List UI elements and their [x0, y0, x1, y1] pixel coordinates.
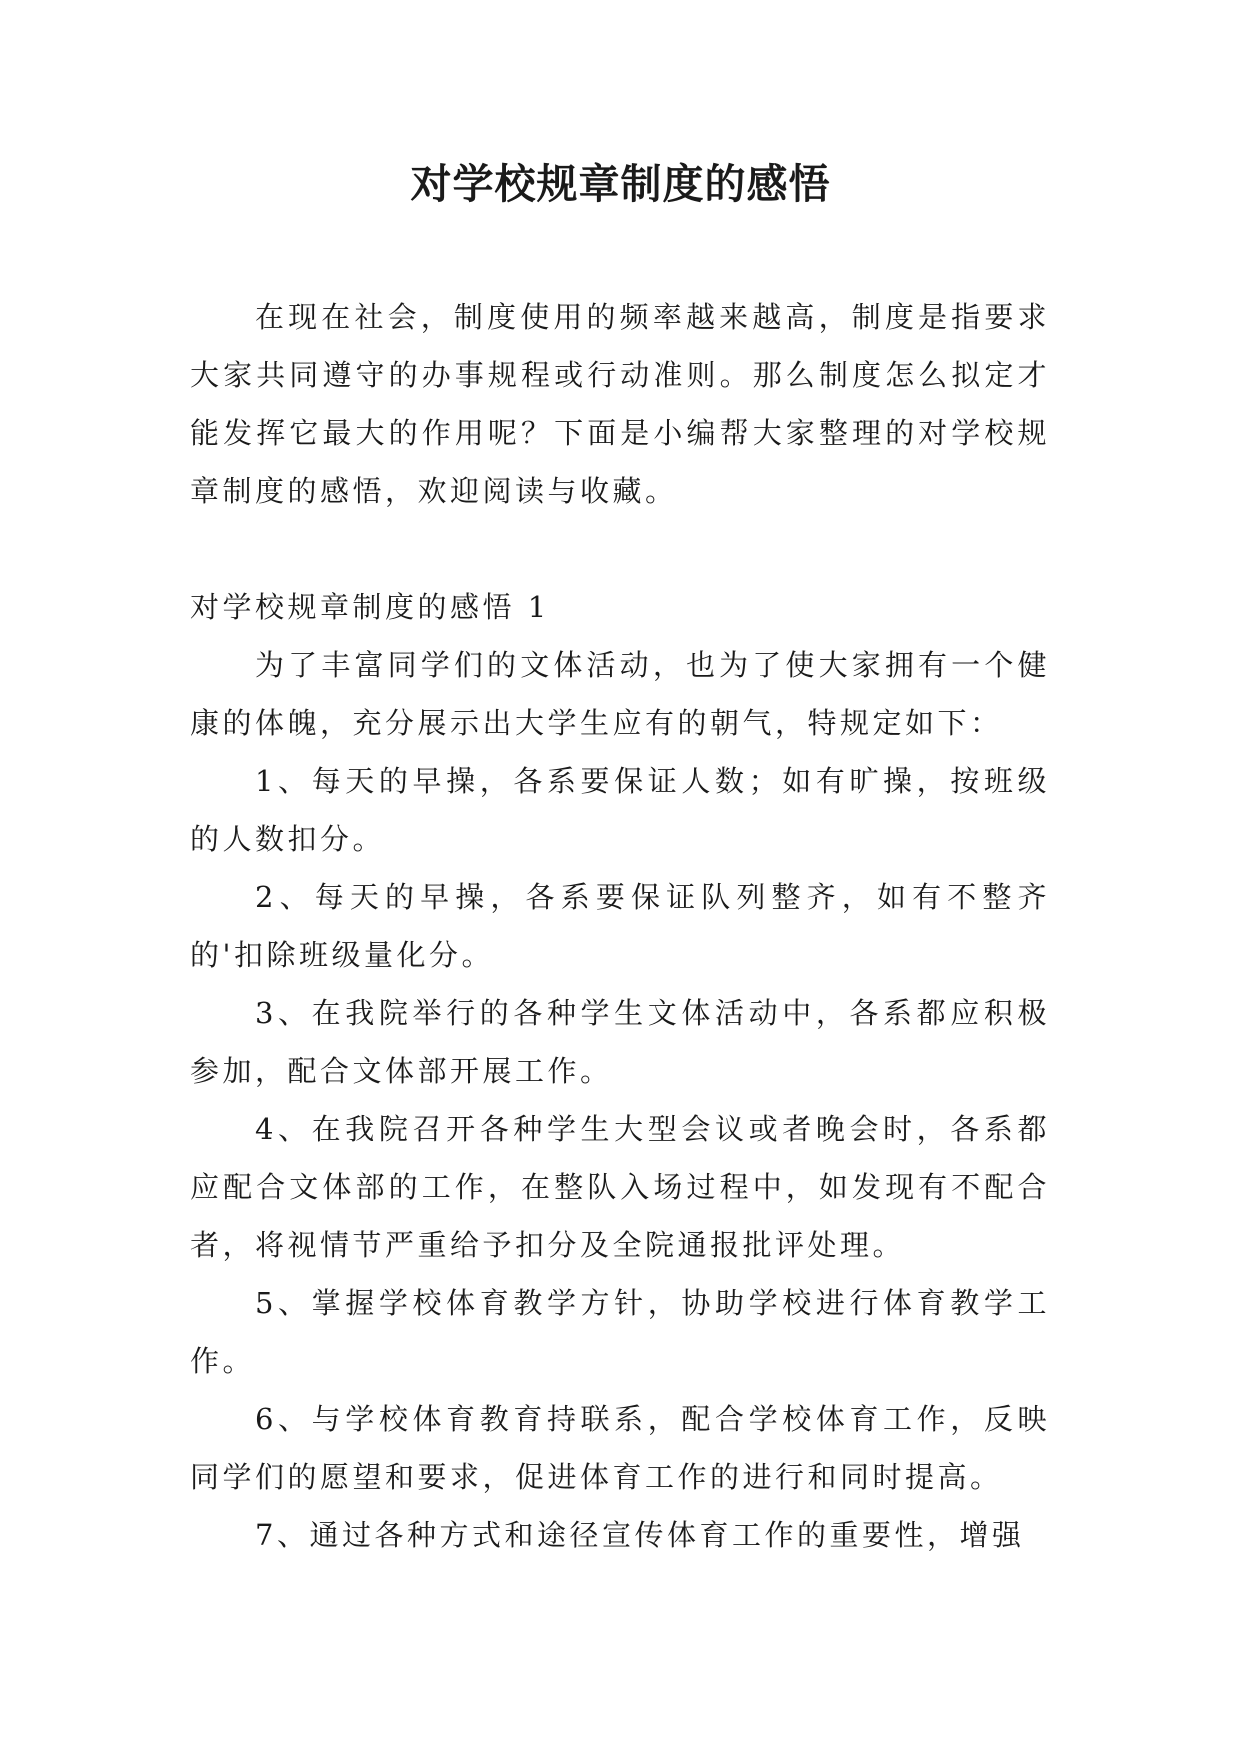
rule-item-7: 7、通过各种方式和途径宣传体育工作的重要性，增强: [255, 1518, 1025, 1552]
paragraph-spacer: [190, 520, 1050, 578]
rule-item-3: 3、在我院举行的各种学生文体活动中，各系都应积极参加，配合文体部开展工作。: [190, 996, 1050, 1088]
rule-item-5: 5、掌握学校体育教学方针，协助学校进行体育教学工作。: [190, 1286, 1050, 1378]
document-body: [190, 288, 1050, 1564]
intro-paragraph: 在现在社会，制度使用的频率越来越高，制度是指要求大家共同遵守的办事规程或行动准则。那么制度怎么拟定才能发挥它最大的作用呢？下面是小编帮大家整理的对学校规章制度的感悟，欢迎阅读与收藏。: [190, 300, 1050, 508]
rule-item-2: 2、每天的早操，各系要保证队列整齐，如有不整齐的'扣除班级量化分。: [190, 880, 1050, 972]
rule-item-4: 4、在我院召开各种学生大型会议或者晚会时，各系都应配合文体部的工作，在整队入场过程中，如发现有不配合者，将视情节严重给予扣分及全院通报批评处理。: [190, 1112, 1050, 1262]
rule-item-6: 6、与学校体育教育持联系，配合学校体育工作，反映同学们的愿望和要求，促进体育工作的进行和同时提高。: [190, 1402, 1050, 1494]
document-title: 对学校规章制度的感悟: [410, 160, 831, 208]
body-paragraph: 为了丰富同学们的文体活动，也为了使大家拥有一个健康的体魄，充分展示出大学生应有的朝气，特规定如下：: [190, 648, 1050, 740]
section-heading: 对学校规章制度的感悟 1: [190, 590, 550, 624]
rule-item-1: 1、每天的早操，各系要保证人数；如有旷操，按班级的人数扣分。: [190, 764, 1050, 856]
